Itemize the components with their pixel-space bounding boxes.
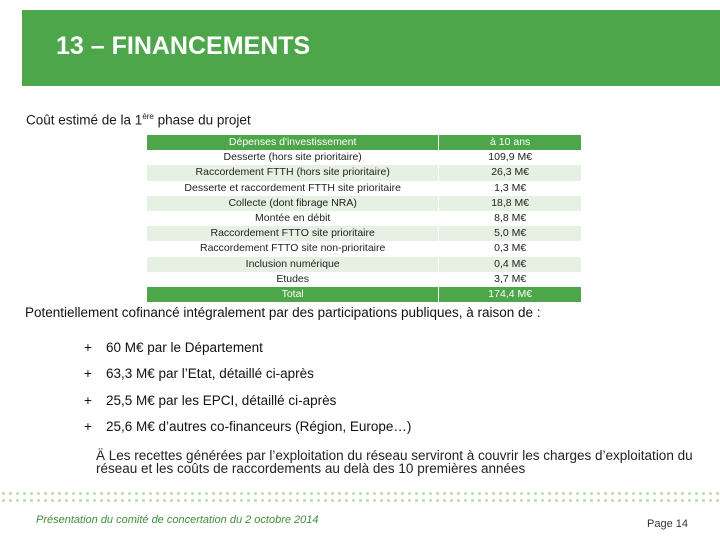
table-total-value: 174,4 M€ xyxy=(439,287,581,302)
section-subtitle xyxy=(26,112,251,128)
table-cell-value: 0,4 M€ xyxy=(439,257,581,272)
table-cell-label: Raccordement FTTH (hors site prioritaire) xyxy=(147,165,439,180)
header-cell-period: à 10 ans xyxy=(439,135,581,150)
page-title: 13 – FINANCEMENTS xyxy=(56,32,311,60)
footer-presentation: Présentation du comité de concertation du 2 octobre 2014 xyxy=(36,514,319,526)
table-cell-value: 8,8 M€ xyxy=(439,211,581,226)
table-cell-label: Collecte (dont fibrage NRA) xyxy=(147,196,439,211)
arrow-icon: Ä xyxy=(96,448,106,463)
plus-icon: + xyxy=(84,392,92,408)
list-item-text: 25,6 M€ d’autres co-financeurs (Région, Europe…) xyxy=(106,419,412,434)
list-item-text: 25,5 M€ par les EPCI, détaillé ci-après xyxy=(106,392,337,408)
table-row xyxy=(147,241,581,256)
table-row xyxy=(147,181,581,196)
table-total-row xyxy=(147,287,581,302)
table-cell-value: 1,3 M€ xyxy=(439,181,581,196)
table-cell-label: Inclusion numérique xyxy=(147,257,439,272)
table-row xyxy=(147,196,581,211)
page-number: Page 14 xyxy=(647,518,688,530)
cost-table xyxy=(147,135,581,302)
table-cell-value: 0,3 M€ xyxy=(439,241,581,256)
table-cell-value: 3,7 M€ xyxy=(439,272,581,287)
table-cell-label: Desserte (hors site prioritaire) xyxy=(147,150,439,165)
table-cell-label: Raccordement FTTO site prioritaire xyxy=(147,226,439,241)
table-row xyxy=(147,257,581,272)
header-cell-expense: Dépenses d'investissement xyxy=(147,135,439,150)
list-item xyxy=(84,361,411,387)
table-row xyxy=(147,150,581,165)
dotted-divider xyxy=(0,490,720,504)
table-row xyxy=(147,226,581,241)
list-item xyxy=(84,387,411,413)
revenue-note xyxy=(96,449,696,475)
table-header-row xyxy=(147,135,581,150)
table-cell-label: Montée en débit xyxy=(147,211,439,226)
table-row xyxy=(147,165,581,180)
table-cell-value: 109,9 M€ xyxy=(439,150,581,165)
plus-icon: + xyxy=(84,339,92,355)
list-item-text: 60 M€ par le Département xyxy=(106,339,263,355)
table-cell-label: Raccordement FTTO site non-prioritaire xyxy=(147,241,439,256)
table-cell-label: Desserte et raccordement FTTH site prioritaire xyxy=(147,181,439,196)
plus-icon: + xyxy=(84,366,92,381)
table-cell-value: 5,0 M€ xyxy=(439,226,581,241)
funding-list xyxy=(84,334,411,440)
table-cell-label: Etudes xyxy=(147,272,439,287)
subtitle-suffix: phase du projet xyxy=(153,112,251,128)
subtitle-sup: ère xyxy=(142,112,154,121)
table-row xyxy=(147,211,581,226)
plus-icon: + xyxy=(84,419,92,434)
table-cell-value: 26,3 M€ xyxy=(439,165,581,180)
table-row xyxy=(147,272,581,287)
table-cell-value: 18,8 M€ xyxy=(439,196,581,211)
note-text: Les recettes générées par l’exploitation du réseau serviront à couvrir les charges d’exploitation du réseau et les coûts de raccordements au delà des 10 premières années xyxy=(96,448,693,476)
list-item xyxy=(84,414,411,440)
table-total-label: Total xyxy=(147,287,439,302)
list-item xyxy=(84,334,411,360)
funding-lead-text: Potentiellement cofinancé intégralement par des participations publiques, à raison de : xyxy=(25,305,541,320)
list-item-text: 63,3 M€ par l’Etat, détaillé ci-après xyxy=(106,366,314,381)
subtitle-prefix: Coût estimé de la 1 xyxy=(26,112,143,128)
